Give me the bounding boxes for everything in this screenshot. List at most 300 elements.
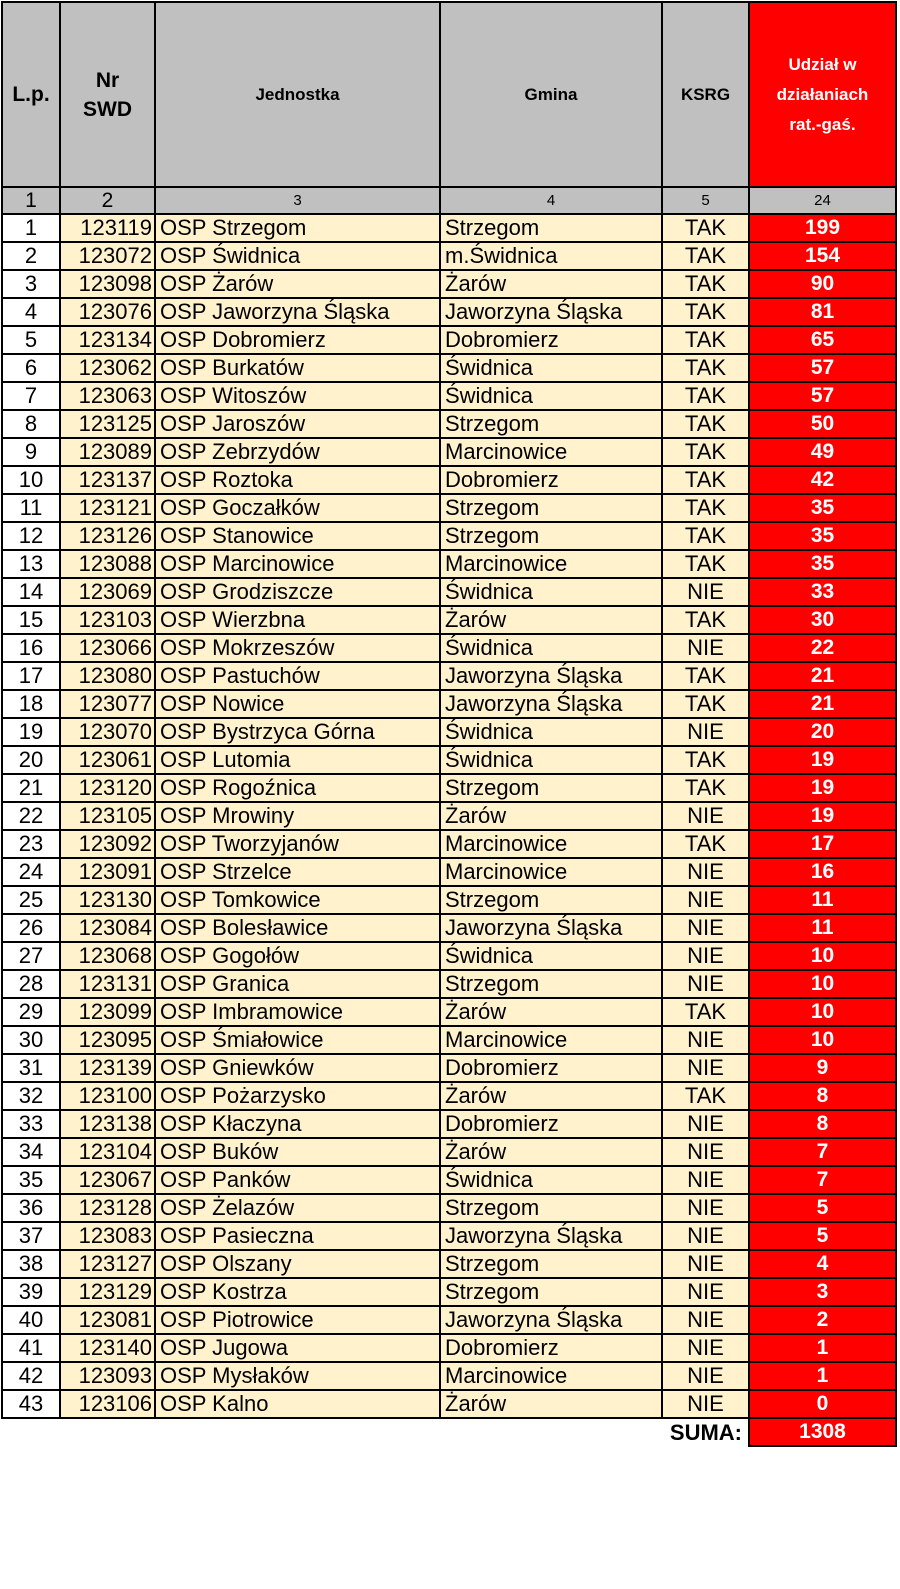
cell-gmina[interactable]: m.Świdnica [440, 242, 662, 270]
cell-lp[interactable]: 31 [2, 1054, 60, 1082]
cell-lp[interactable]: 36 [2, 1194, 60, 1222]
cell-udzial[interactable]: 35 [749, 494, 896, 522]
cell-ksrg[interactable]: NIE [662, 886, 749, 914]
cell-jednostka[interactable]: OSP Grodziszcze [155, 578, 440, 606]
cell-lp[interactable]: 43 [2, 1390, 60, 1418]
cell-lp[interactable]: 7 [2, 382, 60, 410]
cell-nr-swd[interactable]: 123093 [60, 1362, 155, 1390]
cell-udzial[interactable]: 33 [749, 578, 896, 606]
cell-udzial[interactable]: 5 [749, 1194, 896, 1222]
cell-ksrg[interactable]: NIE [662, 970, 749, 998]
cell-ksrg[interactable]: NIE [662, 1166, 749, 1194]
cell-lp[interactable]: 24 [2, 858, 60, 886]
cell-udzial[interactable]: 19 [749, 802, 896, 830]
cell-jednostka[interactable]: OSP Strzegom [155, 214, 440, 242]
cell-udzial[interactable]: 57 [749, 382, 896, 410]
cell-ksrg[interactable]: TAK [662, 998, 749, 1026]
cell-udzial[interactable]: 1 [749, 1334, 896, 1362]
cell-nr-swd[interactable]: 123099 [60, 998, 155, 1026]
cell-lp[interactable]: 38 [2, 1250, 60, 1278]
cell-lp[interactable]: 40 [2, 1306, 60, 1334]
header-gmina[interactable]: Gmina [440, 2, 662, 187]
cell-ksrg[interactable]: NIE [662, 1054, 749, 1082]
cell-ksrg[interactable]: NIE [662, 1250, 749, 1278]
cell-udzial[interactable]: 35 [749, 550, 896, 578]
cell-lp[interactable]: 11 [2, 494, 60, 522]
cell-ksrg[interactable]: NIE [662, 634, 749, 662]
table-row [2, 270, 896, 298]
cell-ksrg[interactable]: TAK [662, 466, 749, 494]
cell-jednostka[interactable]: OSP Piotrowice [155, 1306, 440, 1334]
cell-jednostka[interactable]: OSP Kalno [155, 1390, 440, 1418]
cell-lp[interactable]: 26 [2, 914, 60, 942]
cell-gmina[interactable]: Żarów [440, 998, 662, 1026]
cell-ksrg[interactable]: NIE [662, 1138, 749, 1166]
cell-udzial[interactable]: 5 [749, 1222, 896, 1250]
cell-gmina[interactable]: Świdnica [440, 1166, 662, 1194]
cell-jednostka[interactable]: OSP Panków [155, 1166, 440, 1194]
cell-lp[interactable]: 16 [2, 634, 60, 662]
cell-ksrg[interactable]: NIE [662, 718, 749, 746]
cell-ksrg[interactable]: NIE [662, 1362, 749, 1390]
cell-gmina[interactable]: Dobromierz [440, 466, 662, 494]
cell-nr-swd[interactable]: 123089 [60, 438, 155, 466]
cell-udzial[interactable]: 57 [749, 354, 896, 382]
cell-nr-swd[interactable]: 123067 [60, 1166, 155, 1194]
cell-lp[interactable]: 37 [2, 1222, 60, 1250]
cell-jednostka[interactable]: OSP Granica [155, 970, 440, 998]
cell-lp[interactable]: 2 [2, 242, 60, 270]
cell-lp[interactable]: 25 [2, 886, 60, 914]
cell-udzial[interactable]: 30 [749, 606, 896, 634]
cell-jednostka[interactable]: OSP Witoszów [155, 382, 440, 410]
cell-gmina[interactable]: Dobromierz [440, 1334, 662, 1362]
table-row [2, 1222, 896, 1250]
cell-lp[interactable]: 33 [2, 1110, 60, 1138]
table-row [2, 1082, 896, 1110]
cell-jednostka[interactable]: OSP Żelazów [155, 1194, 440, 1222]
cell-gmina[interactable]: Jaworzyna Śląska [440, 1306, 662, 1334]
cell-jednostka[interactable]: OSP Jaroszów [155, 410, 440, 438]
cell-jednostka[interactable]: OSP Imbramowice [155, 998, 440, 1026]
cell-gmina[interactable]: Strzegom [440, 774, 662, 802]
cell-ksrg[interactable]: TAK [662, 214, 749, 242]
header-jednostka[interactable]: Jednostka [155, 2, 440, 187]
cell-nr-swd[interactable]: 123091 [60, 858, 155, 886]
cell-udzial[interactable]: 35 [749, 522, 896, 550]
cell-udzial[interactable]: 199 [749, 214, 896, 242]
cell-ksrg[interactable]: NIE [662, 1334, 749, 1362]
cell-jednostka[interactable]: OSP Gogołów [155, 942, 440, 970]
cell-nr-swd[interactable]: 123131 [60, 970, 155, 998]
cell-jednostka[interactable]: OSP Kłaczyna [155, 1110, 440, 1138]
cell-udzial[interactable]: 7 [749, 1166, 896, 1194]
table-row [2, 1390, 896, 1418]
table-row [2, 522, 896, 550]
cell-gmina[interactable]: Marcinowice [440, 1362, 662, 1390]
cell-ksrg[interactable]: NIE [662, 578, 749, 606]
cell-jednostka[interactable]: OSP Mrowiny [155, 802, 440, 830]
cell-gmina[interactable]: Jaworzyna Śląska [440, 1222, 662, 1250]
cell-jednostka[interactable]: OSP Żarów [155, 270, 440, 298]
cell-nr-swd[interactable]: 123129 [60, 1278, 155, 1306]
table-row [2, 326, 896, 354]
cell-nr-swd[interactable]: 123128 [60, 1194, 155, 1222]
cell-nr-swd[interactable]: 123092 [60, 830, 155, 858]
cell-jednostka[interactable]: OSP Marcinowice [155, 550, 440, 578]
cell-jednostka[interactable]: OSP Strzelce [155, 858, 440, 886]
cell-nr-swd[interactable]: 123105 [60, 802, 155, 830]
cell-ksrg[interactable]: TAK [662, 298, 749, 326]
cell-nr-swd[interactable]: 123139 [60, 1054, 155, 1082]
cell-udzial[interactable]: 16 [749, 858, 896, 886]
sum-value[interactable]: 1308 [749, 1418, 896, 1446]
cell-gmina[interactable]: Marcinowice [440, 438, 662, 466]
cell-ksrg[interactable]: TAK [662, 690, 749, 718]
cell-ksrg[interactable]: TAK [662, 270, 749, 298]
cell-ksrg[interactable]: NIE [662, 1390, 749, 1418]
cell-nr-swd[interactable]: 123095 [60, 1026, 155, 1054]
column-number[interactable]: 24 [749, 187, 896, 214]
cell-jednostka[interactable]: OSP Stanowice [155, 522, 440, 550]
cell-gmina[interactable]: Żarów [440, 270, 662, 298]
cell-ksrg[interactable]: NIE [662, 1026, 749, 1054]
table-row [2, 1054, 896, 1082]
cell-gmina[interactable]: Świdnica [440, 718, 662, 746]
cell-udzial[interactable]: 21 [749, 662, 896, 690]
table-row [2, 746, 896, 774]
cell-lp[interactable]: 35 [2, 1166, 60, 1194]
cell-ksrg[interactable]: TAK [662, 326, 749, 354]
cell-gmina[interactable]: Żarów [440, 802, 662, 830]
table-row [2, 550, 896, 578]
cell-lp[interactable]: 19 [2, 718, 60, 746]
cell-ksrg[interactable]: TAK [662, 242, 749, 270]
header-udzial-line2: działaniach [776, 84, 869, 104]
cell-udzial[interactable]: 21 [749, 690, 896, 718]
cell-ksrg[interactable]: NIE [662, 1306, 749, 1334]
cell-udzial[interactable]: 17 [749, 830, 896, 858]
cell-nr-swd[interactable]: 123072 [60, 242, 155, 270]
cell-gmina[interactable]: Strzegom [440, 1194, 662, 1222]
cell-nr-swd[interactable]: 123081 [60, 1306, 155, 1334]
cell-nr-swd[interactable]: 123066 [60, 634, 155, 662]
cell-udzial[interactable]: 90 [749, 270, 896, 298]
cell-udzial[interactable]: 10 [749, 970, 896, 998]
cell-nr-swd[interactable]: 123083 [60, 1222, 155, 1250]
cell-lp[interactable]: 18 [2, 690, 60, 718]
cell-lp[interactable]: 39 [2, 1278, 60, 1306]
cell-nr-swd[interactable]: 123088 [60, 550, 155, 578]
cell-jednostka[interactable]: OSP Pasieczna [155, 1222, 440, 1250]
cell-gmina[interactable]: Strzegom [440, 1250, 662, 1278]
cell-nr-swd[interactable]: 123137 [60, 466, 155, 494]
cell-udzial[interactable]: 42 [749, 466, 896, 494]
cell-gmina[interactable]: Świdnica [440, 942, 662, 970]
cell-udzial[interactable]: 10 [749, 1026, 896, 1054]
cell-udzial[interactable]: 19 [749, 774, 896, 802]
cell-jednostka[interactable]: OSP Burkatów [155, 354, 440, 382]
cell-lp[interactable]: 12 [2, 522, 60, 550]
cell-nr-swd[interactable]: 123080 [60, 662, 155, 690]
cell-ksrg[interactable]: TAK [662, 830, 749, 858]
cell-nr-swd[interactable]: 123103 [60, 606, 155, 634]
cell-gmina[interactable]: Marcinowice [440, 830, 662, 858]
cell-gmina[interactable]: Marcinowice [440, 550, 662, 578]
table-row [2, 634, 896, 662]
cell-nr-swd[interactable]: 123061 [60, 746, 155, 774]
table-row [2, 1362, 896, 1390]
cell-lp[interactable]: 14 [2, 578, 60, 606]
cell-gmina[interactable]: Jaworzyna Śląska [440, 914, 662, 942]
cell-nr-swd[interactable]: 123069 [60, 578, 155, 606]
cell-nr-swd[interactable]: 123134 [60, 326, 155, 354]
cell-lp[interactable]: 9 [2, 438, 60, 466]
cell-udzial[interactable]: 65 [749, 326, 896, 354]
cell-udzial[interactable]: 11 [749, 914, 896, 942]
cell-gmina[interactable]: Świdnica [440, 578, 662, 606]
table-row [2, 942, 896, 970]
cell-udzial[interactable]: 7 [749, 1138, 896, 1166]
cell-ksrg[interactable]: TAK [662, 494, 749, 522]
column-number[interactable]: 5 [662, 187, 749, 214]
header-ksrg[interactable]: KSRG [662, 2, 749, 187]
cell-udzial[interactable]: 8 [749, 1082, 896, 1110]
cell-gmina[interactable]: Żarów [440, 1082, 662, 1110]
cell-ksrg[interactable]: TAK [662, 662, 749, 690]
cell-nr-swd[interactable]: 123125 [60, 410, 155, 438]
cell-ksrg[interactable]: TAK [662, 746, 749, 774]
column-number[interactable]: 3 [155, 187, 440, 214]
cell-lp[interactable]: 21 [2, 774, 60, 802]
cell-lp[interactable]: 28 [2, 970, 60, 998]
table-row [2, 466, 896, 494]
cell-udzial[interactable]: 19 [749, 746, 896, 774]
cell-lp[interactable]: 17 [2, 662, 60, 690]
cell-lp[interactable]: 3 [2, 270, 60, 298]
cell-ksrg[interactable]: TAK [662, 774, 749, 802]
cell-nr-swd[interactable]: 123063 [60, 382, 155, 410]
cell-nr-swd[interactable]: 123126 [60, 522, 155, 550]
table-body [2, 214, 896, 1418]
column-number[interactable]: 2 [60, 187, 155, 214]
cell-lp[interactable]: 30 [2, 1026, 60, 1054]
cell-nr-swd[interactable]: 123127 [60, 1250, 155, 1278]
cell-gmina[interactable]: Strzegom [440, 1278, 662, 1306]
cell-gmina[interactable]: Żarów [440, 1138, 662, 1166]
cell-gmina[interactable]: Dobromierz [440, 1054, 662, 1082]
cell-jednostka[interactable]: OSP Pastuchów [155, 662, 440, 690]
cell-nr-swd[interactable]: 123104 [60, 1138, 155, 1166]
cell-ksrg[interactable]: NIE [662, 1278, 749, 1306]
cell-jednostka[interactable]: OSP Jaworzyna Śląska [155, 298, 440, 326]
header-nr-line2: SWD [83, 97, 132, 121]
cell-gmina[interactable]: Jaworzyna Śląska [440, 690, 662, 718]
column-number[interactable]: 4 [440, 187, 662, 214]
cell-jednostka[interactable]: OSP Roztoka [155, 466, 440, 494]
cell-jednostka[interactable]: OSP Bolesławice [155, 914, 440, 942]
cell-lp[interactable]: 32 [2, 1082, 60, 1110]
cell-gmina[interactable]: Strzegom [440, 886, 662, 914]
cell-nr-swd[interactable]: 123121 [60, 494, 155, 522]
cell-jednostka[interactable]: OSP Mysłaków [155, 1362, 440, 1390]
header-nr-swd[interactable] [60, 2, 155, 187]
cell-gmina[interactable]: Świdnica [440, 634, 662, 662]
cell-udzial[interactable]: 81 [749, 298, 896, 326]
cell-gmina[interactable]: Dobromierz [440, 326, 662, 354]
cell-ksrg[interactable]: NIE [662, 858, 749, 886]
cell-jednostka[interactable]: OSP Olszany [155, 1250, 440, 1278]
cell-ksrg[interactable]: TAK [662, 522, 749, 550]
cell-lp[interactable]: 20 [2, 746, 60, 774]
cell-jednostka[interactable]: OSP Tomkowice [155, 886, 440, 914]
cell-ksrg[interactable]: NIE [662, 942, 749, 970]
cell-udzial[interactable]: 154 [749, 242, 896, 270]
cell-lp[interactable]: 5 [2, 326, 60, 354]
cell-nr-swd[interactable]: 123138 [60, 1110, 155, 1138]
cell-ksrg[interactable]: NIE [662, 1222, 749, 1250]
cell-udzial[interactable]: 8 [749, 1110, 896, 1138]
cell-lp[interactable]: 42 [2, 1362, 60, 1390]
cell-udzial[interactable]: 10 [749, 998, 896, 1026]
cell-jednostka[interactable]: OSP Gniewków [155, 1054, 440, 1082]
cell-jednostka[interactable]: OSP Mokrzeszów [155, 634, 440, 662]
cell-udzial[interactable]: 0 [749, 1390, 896, 1418]
cell-nr-swd[interactable]: 123140 [60, 1334, 155, 1362]
cell-nr-swd[interactable]: 123098 [60, 270, 155, 298]
cell-nr-swd[interactable]: 123076 [60, 298, 155, 326]
cell-lp[interactable]: 23 [2, 830, 60, 858]
cell-jednostka[interactable]: OSP Jugowa [155, 1334, 440, 1362]
header-udzial[interactable] [749, 2, 896, 187]
table-row [2, 690, 896, 718]
units-table [1, 1, 897, 1447]
cell-ksrg[interactable]: TAK [662, 354, 749, 382]
cell-gmina[interactable]: Żarów [440, 606, 662, 634]
cell-nr-swd[interactable]: 123119 [60, 214, 155, 242]
cell-jednostka[interactable]: OSP Tworzyjanów [155, 830, 440, 858]
cell-ksrg[interactable]: TAK [662, 410, 749, 438]
cell-ksrg[interactable]: NIE [662, 802, 749, 830]
cell-gmina[interactable]: Dobromierz [440, 1110, 662, 1138]
cell-gmina[interactable]: Świdnica [440, 354, 662, 382]
table-row [2, 830, 896, 858]
cell-jednostka[interactable]: OSP Buków [155, 1138, 440, 1166]
cell-ksrg[interactable]: TAK [662, 438, 749, 466]
cell-ksrg[interactable]: NIE [662, 1194, 749, 1222]
cell-gmina[interactable]: Żarów [440, 1390, 662, 1418]
cell-jednostka[interactable]: OSP Lutomia [155, 746, 440, 774]
cell-udzial[interactable]: 10 [749, 942, 896, 970]
cell-udzial[interactable]: 22 [749, 634, 896, 662]
cell-jednostka[interactable]: OSP Rogoźnica [155, 774, 440, 802]
table-row [2, 802, 896, 830]
table-row [2, 718, 896, 746]
cell-udzial[interactable]: 50 [749, 410, 896, 438]
cell-gmina[interactable]: Marcinowice [440, 858, 662, 886]
header-nr-line1: Nr [95, 68, 120, 92]
cell-ksrg[interactable]: TAK [662, 382, 749, 410]
cell-nr-swd[interactable]: 123084 [60, 914, 155, 942]
cell-jednostka[interactable]: OSP Goczałków [155, 494, 440, 522]
cell-gmina[interactable]: Strzegom [440, 970, 662, 998]
cell-jednostka[interactable]: OSP Wierzbna [155, 606, 440, 634]
cell-gmina[interactable]: Marcinowice [440, 1026, 662, 1054]
cell-gmina[interactable]: Jaworzyna Śląska [440, 298, 662, 326]
column-number[interactable]: 1 [2, 187, 60, 214]
cell-lp[interactable]: 29 [2, 998, 60, 1026]
cell-jednostka[interactable]: OSP Śmiałowice [155, 1026, 440, 1054]
header-lp[interactable]: L.p. [2, 2, 60, 187]
cell-jednostka[interactable]: OSP Zebrzydów [155, 438, 440, 466]
cell-jednostka[interactable]: OSP Nowice [155, 690, 440, 718]
cell-lp[interactable]: 6 [2, 354, 60, 382]
cell-gmina[interactable]: Strzegom [440, 494, 662, 522]
cell-gmina[interactable]: Strzegom [440, 410, 662, 438]
cell-gmina[interactable]: Jaworzyna Śląska [440, 662, 662, 690]
cell-nr-swd[interactable]: 123130 [60, 886, 155, 914]
cell-udzial[interactable]: 20 [749, 718, 896, 746]
cell-jednostka[interactable]: OSP Kostrza [155, 1278, 440, 1306]
cell-lp[interactable]: 27 [2, 942, 60, 970]
cell-lp[interactable]: 4 [2, 298, 60, 326]
cell-nr-swd[interactable]: 123070 [60, 718, 155, 746]
cell-gmina[interactable]: Strzegom [440, 214, 662, 242]
cell-gmina[interactable]: Świdnica [440, 382, 662, 410]
table-row [2, 606, 896, 634]
cell-udzial[interactable]: 9 [749, 1054, 896, 1082]
cell-udzial[interactable]: 11 [749, 886, 896, 914]
cell-udzial[interactable]: 4 [749, 1250, 896, 1278]
cell-ksrg[interactable]: NIE [662, 1110, 749, 1138]
cell-nr-swd[interactable]: 123100 [60, 1082, 155, 1110]
cell-ksrg[interactable]: TAK [662, 1082, 749, 1110]
table-row [2, 494, 896, 522]
cell-jednostka[interactable]: OSP Dobromierz [155, 326, 440, 354]
cell-lp[interactable]: 41 [2, 1334, 60, 1362]
cell-ksrg[interactable]: NIE [662, 914, 749, 942]
cell-lp[interactable]: 13 [2, 550, 60, 578]
cell-ksrg[interactable]: TAK [662, 606, 749, 634]
cell-lp[interactable]: 22 [2, 802, 60, 830]
cell-nr-swd[interactable]: 123068 [60, 942, 155, 970]
cell-lp[interactable]: 8 [2, 410, 60, 438]
cell-udzial[interactable]: 1 [749, 1362, 896, 1390]
cell-nr-swd[interactable]: 123120 [60, 774, 155, 802]
cell-lp[interactable]: 1 [2, 214, 60, 242]
cell-lp[interactable]: 10 [2, 466, 60, 494]
cell-jednostka[interactable]: OSP Świdnica [155, 242, 440, 270]
cell-udzial[interactable]: 3 [749, 1278, 896, 1306]
cell-udzial[interactable]: 49 [749, 438, 896, 466]
cell-nr-swd[interactable]: 123062 [60, 354, 155, 382]
table-row [2, 998, 896, 1026]
cell-gmina[interactable]: Strzegom [440, 522, 662, 550]
cell-jednostka[interactable]: OSP Pożarzysko [155, 1082, 440, 1110]
cell-lp[interactable]: 34 [2, 1138, 60, 1166]
cell-jednostka[interactable]: OSP Bystrzyca Górna [155, 718, 440, 746]
cell-lp[interactable]: 15 [2, 606, 60, 634]
table-row [2, 242, 896, 270]
cell-gmina[interactable]: Świdnica [440, 746, 662, 774]
cell-ksrg[interactable]: TAK [662, 550, 749, 578]
cell-nr-swd[interactable]: 123106 [60, 1390, 155, 1418]
table-row [2, 858, 896, 886]
cell-udzial[interactable]: 2 [749, 1306, 896, 1334]
table-row [2, 1278, 896, 1306]
cell-nr-swd[interactable]: 123077 [60, 690, 155, 718]
table-row [2, 1306, 896, 1334]
